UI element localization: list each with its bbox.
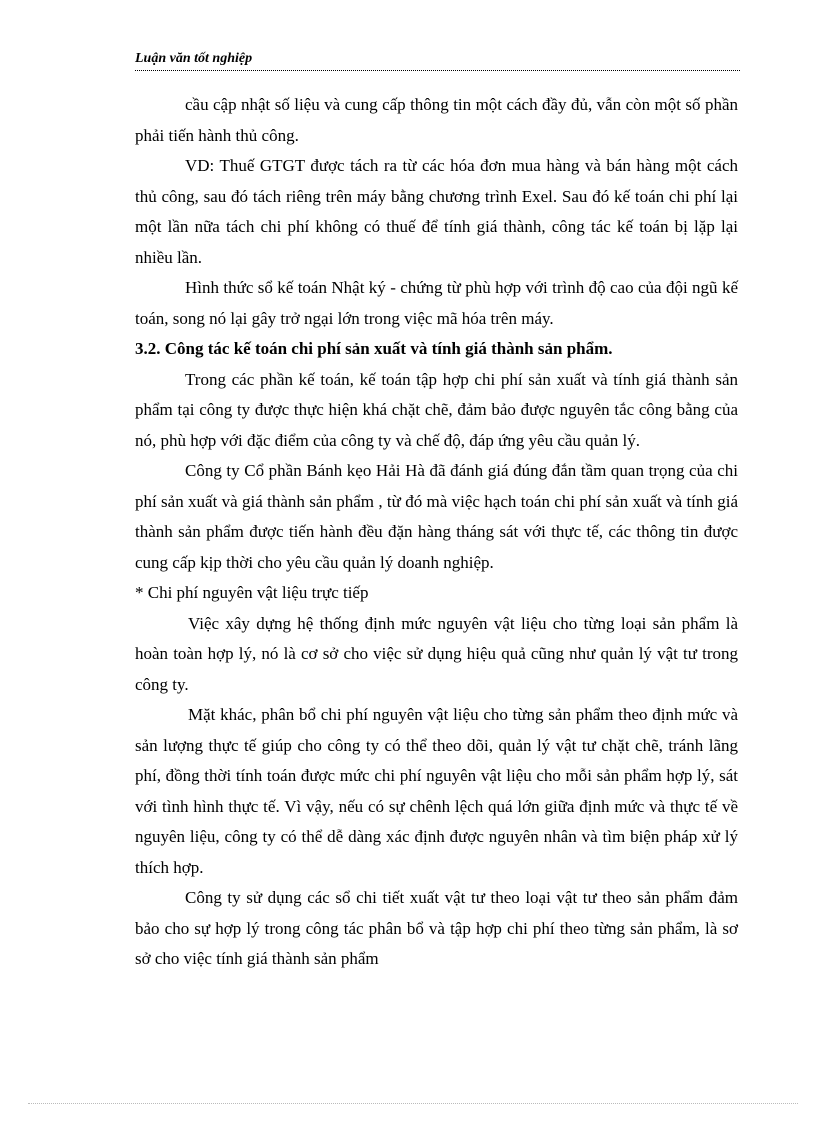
paragraph: Công ty sử dụng các sổ chi tiết xuất vật tư theo loại vật tư theo sản phẩm đảm bảo cho sự hợp lý trong công tác phân bổ và tập hợp chi phí theo từng sản phẩm, là sơ sở cho việc tính giá thành sản phẩm [135, 888, 738, 968]
section-heading: 3.2. Công tác kế toán chi phí sản xuất và tính giá thành sản phẩm. [135, 339, 613, 358]
paragraph: Công ty Cổ phần Bánh kẹo Hải Hà đã đánh giá đúng đắn tầm quan trọng của chi phí sản xuất và giá thành sản phẩm , từ đó mà việc hạch toán chi phí sản xuất và tính giá thành sản phẩm được tiến hành đều đặn hàng tháng sát với thực tế, các thông tin được cung cấp kịp thời cho yêu cầu quản lý doanh nghiệp. [135, 461, 738, 572]
paragraph: VD: Thuế GTGT được tách ra từ các hóa đơn mua hàng và bán hàng một cách thủ công, sau đó tách riêng trên máy bằng chương trình Exel. Sau đó kế toán chi phí lại một lần nữa tách chi phí không có thuế để tính giá thành, công tác kế toán bị lặp lại nhiều lần. [135, 156, 738, 267]
subsection-label: * Chi phí nguyên vật liệu trực tiếp [135, 583, 369, 602]
header-title: Luận văn tốt nghiệp [135, 51, 253, 66]
page-header [135, 50, 740, 71]
paragraph: cầu cập nhật số liệu và cung cấp thông tin một cách đầy đủ, vẫn còn một số phần phải tiến hành thủ công. [135, 95, 738, 145]
paragraph: Mặt khác, phân bổ chi phí nguyên vật liệu cho từng sản phẩm theo định mức và sản lượng thực tế giúp cho công ty có thể theo dõi, quản lý vật tư chặt chẽ, tránh lãng phí, đồng thời tính toán được mức chi phí nguyên vật liệu cho mỗi sản phẩm hợp lý, sát với tình hình thực tế. Vì vậy, nếu có sự chênh lệch quá lớn giữa định mức và thực tế về nguyên liệu, công ty có thể dễ dàng xác định được nguyên nhân và tìm biện pháp xử lý thích hợp. [135, 705, 738, 877]
footer-divider [28, 1103, 798, 1104]
document-body [135, 90, 738, 975]
paragraph: Hình thức sổ kế toán Nhật ký - chứng từ phù hợp với trình độ cao của đội ngũ kế toán, song nó lại gây trở ngại lớn trong việc mã hóa trên máy. [135, 278, 738, 328]
paragraph: Trong các phần kế toán, kế toán tập hợp chi phí sản xuất và tính giá thành sản phẩm tại công ty được thực hiện khá chặt chẽ, đảm bảo được nguyên tắc công bằng của nó, phù hợp với đặc điểm của công ty và chế độ, đáp ứng yêu cầu quản lý. [135, 369, 738, 450]
paragraph: Việc xây dựng hệ thống định mức nguyên vật liệu cho từng loại sản phẩm là hoàn toàn hợp lý, nó là cơ sở cho việc sử dụng hiệu quả cũng như quản lý vật tư trong công ty. [135, 613, 738, 694]
